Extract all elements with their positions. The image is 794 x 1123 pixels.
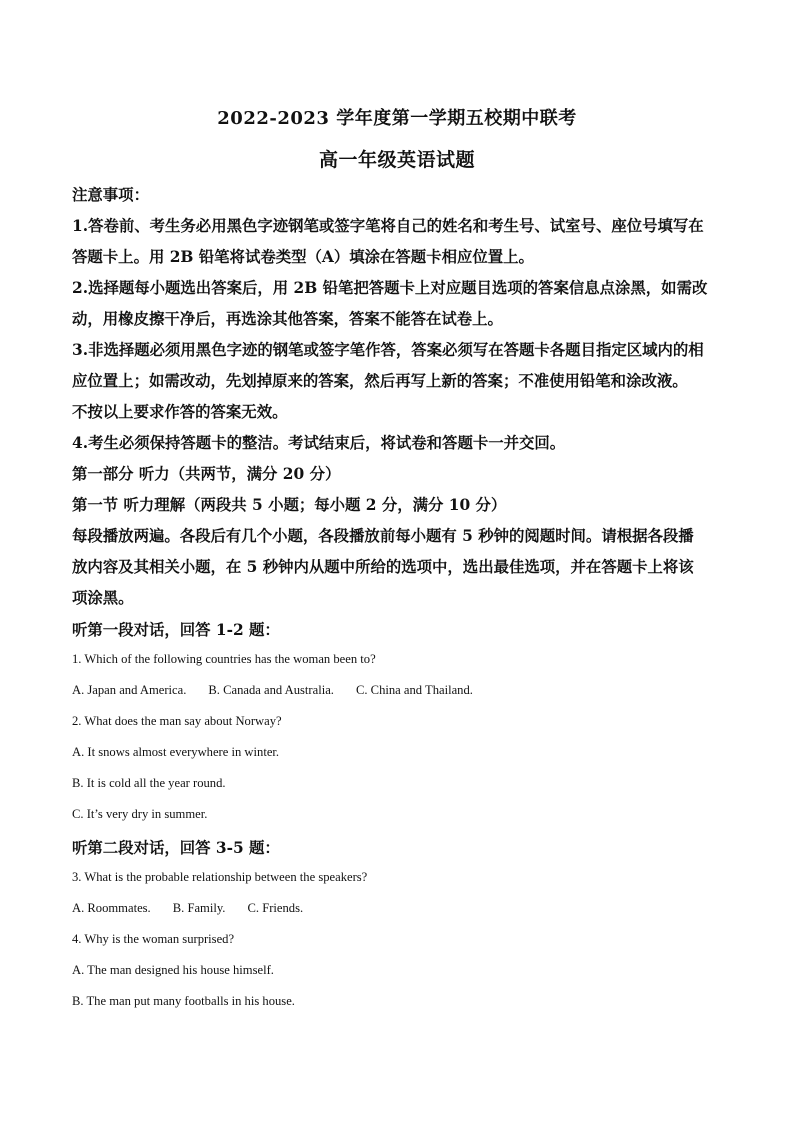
notes-section (72, 180, 732, 614)
question-3: 3. What is the probable relationship between the speakers? (72, 870, 368, 884)
note-line: 3.非选择题必须用黑色字迹的钢笔或签字笔作答，答案必须写在答题卡各题目指定区域内的相 (72, 341, 704, 359)
note-line: 答题卡上。用 2B 铅笔将试卷类型（A）填涂在答题卡相应位置上。 (72, 248, 534, 266)
note-line: 不按以上要求作答的答案无效。 (72, 403, 288, 421)
note-line: 动，用橡皮擦干净后，再选涂其他答案，答案不能答在试卷上。 (72, 310, 503, 328)
exam-title: 2022-2023 学年度第一学期五校期中联考 (217, 108, 577, 129)
note-line: 1.答卷前、考生务必用黑色字迹钢笔或签字笔将自己的姓名和考生号、试室号、座位号填写在 (72, 217, 704, 235)
question-2-option-c: C. It’s very dry in summer. (72, 807, 208, 821)
note-line: 2.选择题每小题选出答案后，用 2B 铅笔把答题卡上对应题目选项的答案信息点涂黑，如需改 (72, 279, 708, 297)
question-4-option-a: A. The man designed his house himself. (72, 963, 274, 977)
note-line: 4.考生必须保持答题卡的整洁。考试结束后，将试卷和答题卡一并交回。 (72, 434, 566, 452)
question-3-options: A. Roommates. B. Family. C. Friends. (72, 901, 304, 915)
question-4: 4. Why is the woman surprised? (72, 932, 235, 946)
part1-title: 第一部分 听力（共两节，满分 20 分） (72, 465, 341, 483)
question-2-option-a: A. It snows almost everywhere in winter. (72, 745, 280, 759)
dialogue1-heading: 听第一段对话，回答 1-2 题： (72, 621, 280, 639)
question-2-option-b: B. It is cold all the year round. (72, 776, 226, 790)
instruction-line: 项涂黑。 (72, 589, 134, 607)
dialogue2-heading: 听第二段对话，回答 3-5 题： (72, 839, 280, 857)
exam-subtitle: 高一年级英语试题 (318, 149, 475, 171)
instruction-line: 放内容及其相关小题，在 5 秒钟内从题中所给的选项中，选出最佳选项，并在答题卡上将该 (72, 558, 694, 576)
note-line: 应位置上；如需改动，先划掉原来的答案，然后再写上新的答案；不准使用铅笔和涂改液。 (72, 372, 688, 390)
question-1: 1. Which of the following countries has the woman been to? (72, 652, 376, 666)
question-1-options: A. Japan and America. B. Canada and Australia. C. China and Thailand. (72, 683, 473, 697)
question-2: 2. What does the man say about Norway? (72, 714, 282, 728)
notes-heading: 注意事项： (72, 186, 149, 204)
instruction-line: 每段播放两遍。各段后有几个小题，各段播放前每小题有 5 秒钟的阅题时间。请根据各段播 (72, 527, 694, 545)
section1-title: 第一节 听力理解（两段共 5 小题；每小题 2 分，满分 10 分） (72, 496, 507, 514)
question-4-option-b: B. The man put many footballs in his house. (72, 994, 295, 1008)
